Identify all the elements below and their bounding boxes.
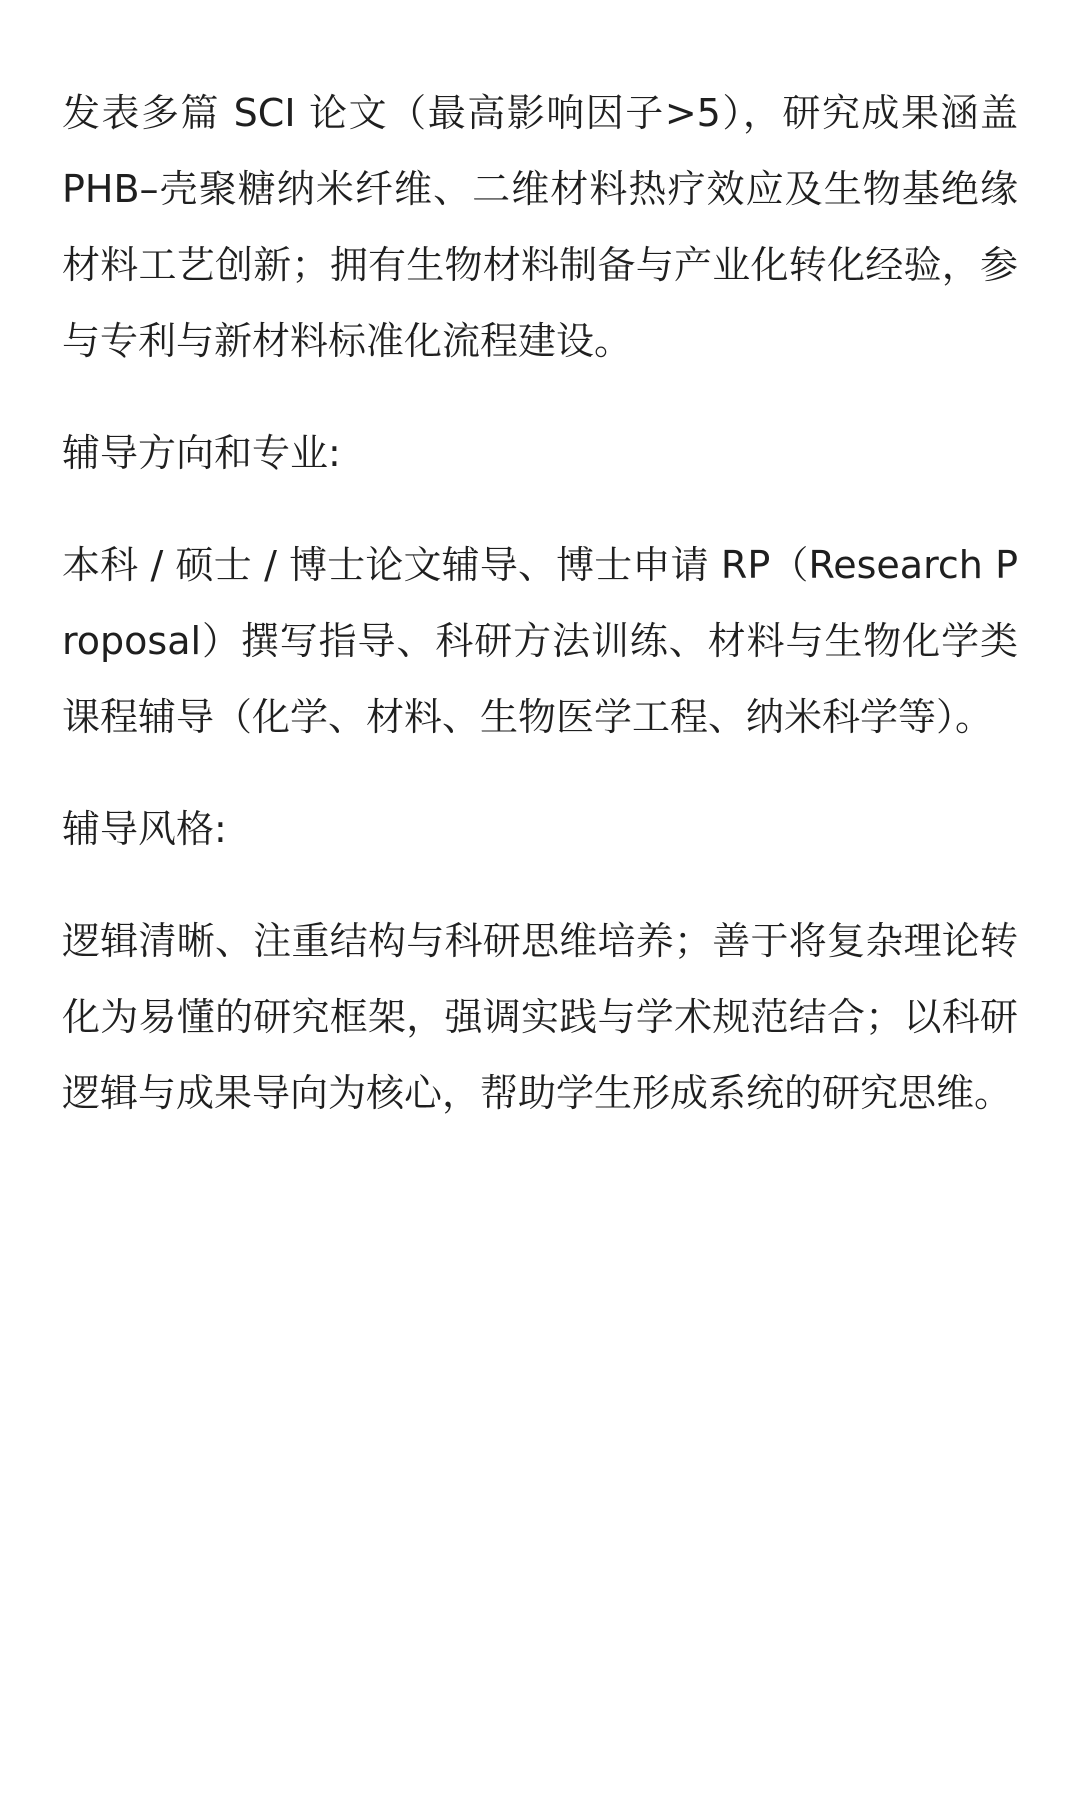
spacer — [62, 379, 1018, 415]
directions-paragraph: 本科 / 硕士 / 博士论文辅导、博士申请 RP（Research Proposal）撰写指导、科研方法训练、材料与生物化学类课程辅导（化学、材料、生物医学工程、纳米科学等）。 — [62, 543, 1018, 739]
spacer — [62, 491, 1018, 527]
style-heading: 辅导风格: — [62, 807, 227, 851]
directions-heading: 辅导方向和专业: — [62, 431, 341, 475]
style-paragraph: 逻辑清晰、注重结构与科研思维培养；善于将复杂理论转化为易懂的研究框架，强调实践与学术规范结合；以科研逻辑与成果导向为核心，帮助学生形成系统的研究思维。 — [62, 919, 1018, 1115]
achievements-paragraph: 发表多篇 SCI 论文（最高影响因子>5），研究成果涵盖 PHB–壳聚糖纳米纤维、二维材料热疗效应及生物基绝缘材料工艺创新；拥有生物材料制备与产业化转化经验，参与专利与新材料标准化流程建设。 — [62, 91, 1018, 363]
spacer — [62, 755, 1018, 791]
spacer — [62, 867, 1018, 903]
